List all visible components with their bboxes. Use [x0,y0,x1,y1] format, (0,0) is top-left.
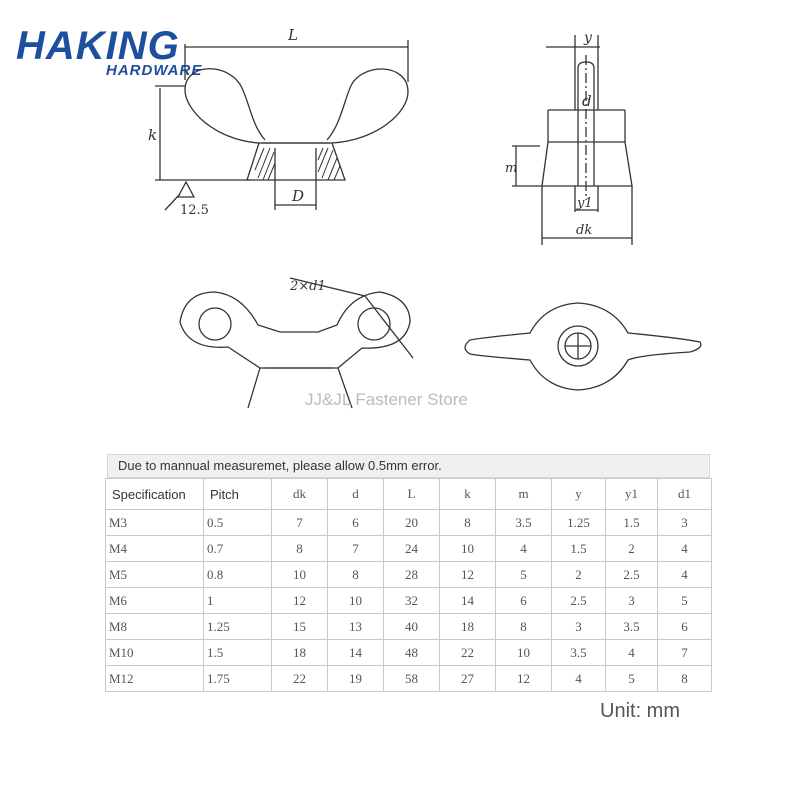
header-cell: d [328,479,384,510]
table-cell: 4 [658,536,712,562]
table-cell: 7 [328,536,384,562]
table-cell: 24 [384,536,440,562]
table-cell: 12 [440,562,496,588]
label-L: L [288,26,298,44]
table-cell: 0.7 [204,536,272,562]
table-cell: 4 [496,536,552,562]
table-cell: 1.5 [606,510,658,536]
table-cell: 4 [658,562,712,588]
table-cell: 22 [440,640,496,666]
top-view [180,278,413,408]
brand-name: HAKING [16,24,180,68]
table-cell: 8 [440,510,496,536]
table-cell: 1.5 [552,536,606,562]
table-cell: 10 [440,536,496,562]
header-cell: k [440,479,496,510]
header-cell: y [552,479,606,510]
table-cell: M3 [106,510,204,536]
bottom-view [465,303,701,390]
table-cell: 8 [328,562,384,588]
header-cell: d1 [658,479,712,510]
table-cell: 10 [496,640,552,666]
table-cell: 5 [496,562,552,588]
table-cell: 3.5 [496,510,552,536]
label-D: D [292,187,305,205]
table-cell: 3 [658,510,712,536]
label-y1: y1 [577,196,593,211]
table-cell: 3 [606,588,658,614]
table-cell: 3.5 [552,640,606,666]
table-cell: 8 [272,536,328,562]
label-y: y [584,30,592,46]
header-cell: y1 [606,479,658,510]
table-cell: 8 [496,614,552,640]
table-cell: M6 [106,588,204,614]
table-cell: 14 [440,588,496,614]
label-m: m [505,161,518,176]
header-cell: m [496,479,552,510]
unit-label: Unit: mm [600,700,680,722]
table-cell: M12 [106,666,204,692]
table-cell: 6 [658,614,712,640]
header-cell: L [384,479,440,510]
header-cell: Specification [106,479,204,510]
table-cell: M5 [106,562,204,588]
label-k: k [148,126,158,144]
table-cell: 58 [384,666,440,692]
label-roughness: 12.5 [180,203,209,218]
table-cell: 19 [328,666,384,692]
table-cell: 10 [272,562,328,588]
table-cell: 40 [384,614,440,640]
table-cell: 18 [440,614,496,640]
table-row [106,666,712,692]
table-cell: 18 [272,640,328,666]
table-cell: 0.5 [204,510,272,536]
side-view [512,35,632,245]
header-cell: dk [272,479,328,510]
table-cell: 5 [606,666,658,692]
brand-subtitle: HARDWARE [106,62,203,79]
table-cell: 8 [658,666,712,692]
store-watermark: JJ&JL Fastener Store [305,390,468,409]
table-cell: 12 [272,588,328,614]
table-cell: 20 [384,510,440,536]
label-hole: 2×d1 [290,279,326,294]
table-cell: 15 [272,614,328,640]
table-cell: 14 [328,640,384,666]
table-cell: 27 [440,666,496,692]
table-body [106,510,712,692]
table-cell: 48 [384,640,440,666]
front-view [155,40,408,210]
table-cell: 1 [204,588,272,614]
table-row [106,562,712,588]
table-cell: 7 [658,640,712,666]
table-row [106,536,712,562]
table-cell: 32 [384,588,440,614]
table-cell: 28 [384,562,440,588]
table-cell: M8 [106,614,204,640]
table-cell: 2.5 [606,562,658,588]
table-cell: 1.5 [204,640,272,666]
table-cell: 4 [552,666,606,692]
table-cell: 5 [658,588,712,614]
label-dk: dk [576,223,593,238]
table-cell: 3.5 [606,614,658,640]
table-header-row [106,479,712,510]
table-cell: 0.8 [204,562,272,588]
table-cell: 1.25 [204,614,272,640]
table-row [106,614,712,640]
table-note: Due to mannual measuremet, please allow 0.5mm error. [107,454,710,478]
table-cell: 3 [552,614,606,640]
table-cell: 13 [328,614,384,640]
table-cell: 2 [606,536,658,562]
spec-table [105,478,712,692]
table-row [106,588,712,614]
label-d: d [582,92,592,110]
table-cell: M4 [106,536,204,562]
table-cell: 6 [328,510,384,536]
table-row [106,640,712,666]
header-cell: Pitch [204,479,272,510]
table-cell: 2.5 [552,588,606,614]
table-cell: 22 [272,666,328,692]
table-cell: 1.75 [204,666,272,692]
table-cell: M10 [106,640,204,666]
table-row [106,510,712,536]
table-cell: 1.25 [552,510,606,536]
table-cell: 10 [328,588,384,614]
table-cell: 4 [606,640,658,666]
table-cell: 6 [496,588,552,614]
table-cell: 12 [496,666,552,692]
table-cell: 7 [272,510,328,536]
table-cell: 2 [552,562,606,588]
